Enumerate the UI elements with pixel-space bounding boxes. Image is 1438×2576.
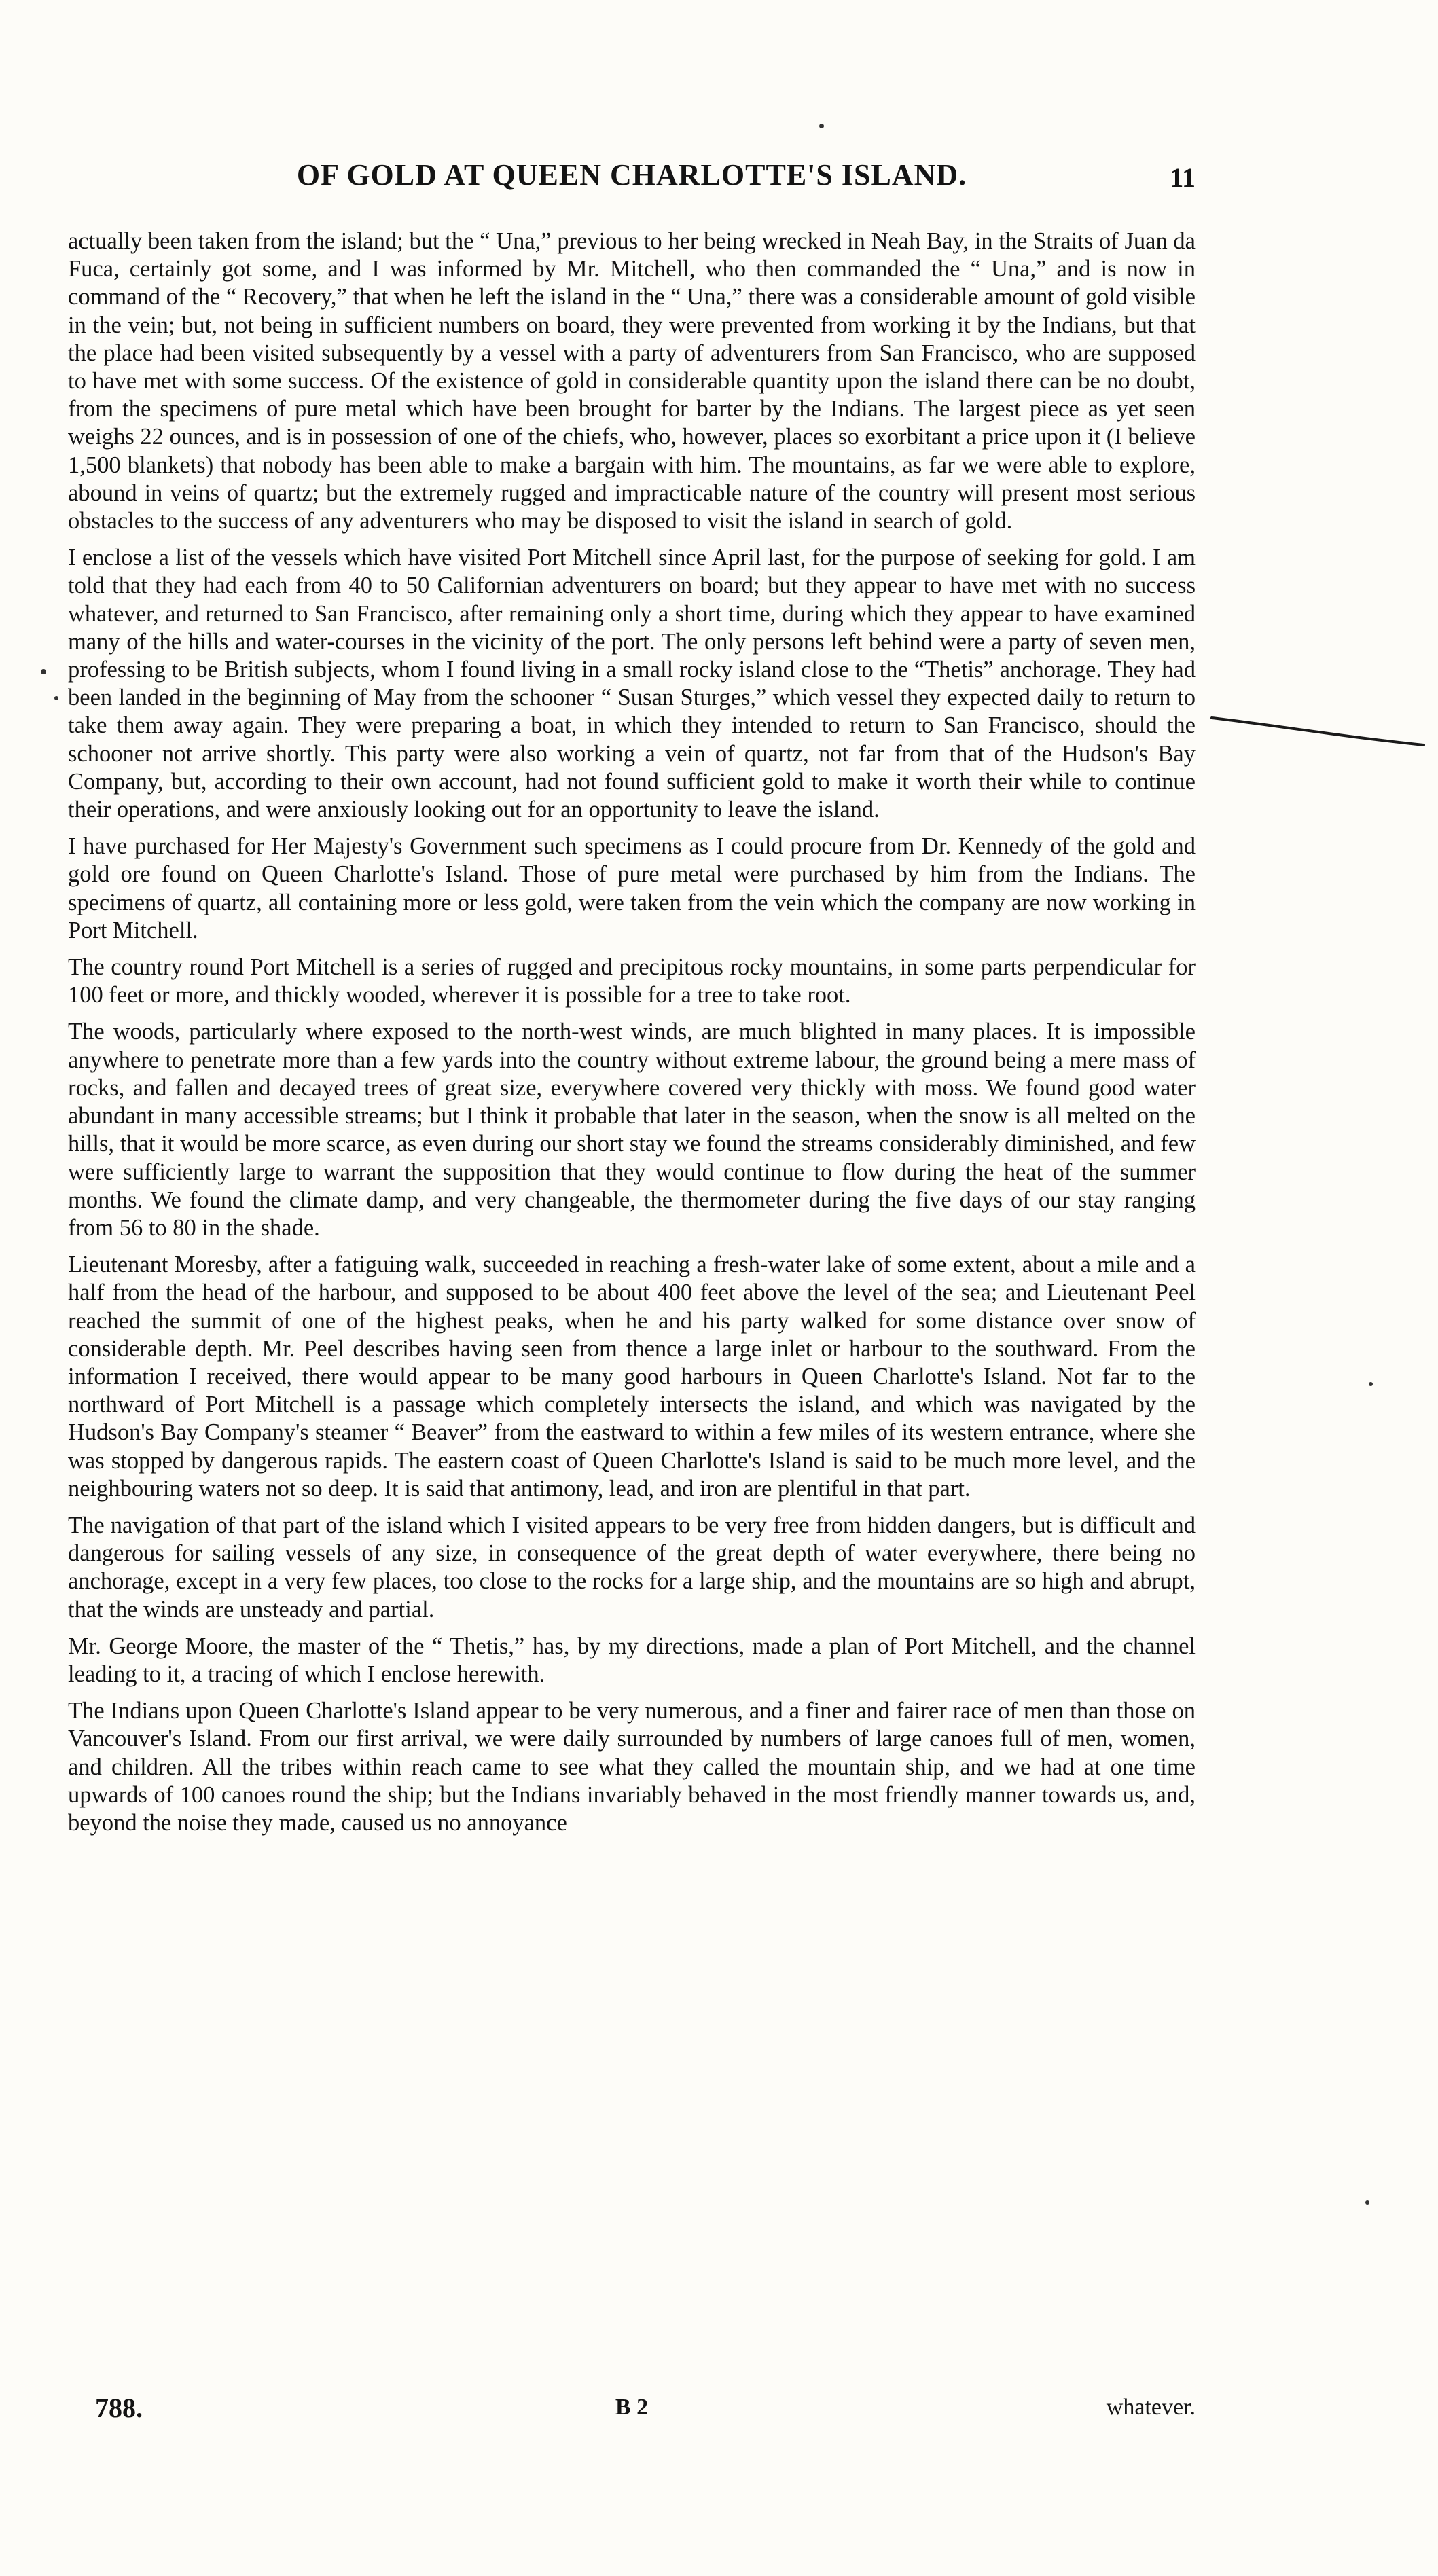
paragraph-1: actually been taken from the island; but the “ Una,” previous to her being wrecked in Neah Bay, in the Straits of Juan da Fuca, certainly got some, and I was informed by Mr. Mitchell, who then commanded the “ Una,” and is now in command of the “ Recovery,” that when he left the island in the “ Una,” there was a considerable amount of gold visible in the vein; but, not being in sufficient numbers on board, they were prevented from working it by the Indians, but that the place had been visited subsequently by a vessel with a party of adventurers from San Francisco, who are supposed to have met with some success. Of the existence of gold in considerable quantity upon the island there can be no doubt, from the specimens of pure metal which have been brought for barter by the Indians. The largest piece as yet seen weighs 22 ounces, and is in possession of one of the chiefs, who, however, places so exorbitant a price upon it (I believe 1,500 blankets) that nobody has been able to make a bargain with him. The mountains, as far we were able to explore, abound in veins of quartz; but the extremely rugged and impracticable nature of the country will present most serious obstacles to the success of any adventurers who may be disposed to visit the island in search of gold. <box>68 228 1196 534</box>
running-title: OF GOLD AT QUEEN CHARLOTTE'S ISLAND. <box>296 158 967 192</box>
sheet-number: 788. <box>95 2393 143 2423</box>
ink-speck <box>1365 2200 1369 2205</box>
paragraph-9: The Indians upon Queen Charlotte's Island appear to be very numerous, and a finer and fairer race of men than those on Vancouver's Island. From our first arrival, we were daily surrounded by numbers of large canoes full of men, women, and children. All the tribes within reach came to see what they called the mountain ship, and we had at one time upwards of 100 canoes round the ship; but the Indians invariably behaved in the most friendly manner towards us, and, beyond the noise they made, caused us no annoyance <box>68 1698 1196 1836</box>
page-footer <box>68 2392 1196 2426</box>
margin-pen-stroke <box>1209 710 1426 750</box>
catchword: whatever. <box>1106 2395 1196 2420</box>
page-number: 11 <box>1170 162 1196 193</box>
body-text <box>68 228 1196 1846</box>
ink-speck <box>819 124 824 128</box>
paragraph-7: The navigation of that part of the island which I visited appears to be very free from hidden dangers, but is difficult and dangerous for sailing vessels of any size, in consequence of the great depth of water everywhere, there being no anchorage, except in a very few places, too close to the rocks for a large ship, and the mountains are so high and abrupt, that the winds are unsteady and partial. <box>68 1512 1196 1622</box>
paragraph-2: I enclose a list of the vessels which have visited Port Mitchell since April last, for the purpose of seeking for gold. I am told that they had each from 40 to 50 Californian adventurers on board; but they appear to have met with no success whatever, and returned to San Francisco, after remaining only a short time, during which they appear to have examined many of the hills and water-courses in the vicinity of the port. The only persons left behind were a party of seven men, professing to be British subjects, whom I found living in a small rocky island close to the “Thetis” anchorage. They had been landed in the beginning of May from the schooner “ Susan Sturges,” which vessel they expected daily to return to take them away again. They were preparing a boat, in which they intended to return to San Francisco, should the schooner not arrive shortly. This party were also working a vein of quartz, not far from that of the Hudson's Bay Company, but, according to their own account, had not found sufficient gold to make it worth their while to continue their operations, and were anxiously looking out for an opportunity to leave the island. <box>68 545 1196 823</box>
paragraph-4: The country round Port Mitchell is a series of rugged and precipitous rocky mountains, in some parts perpendicular for 100 feet or more, and thickly wooded, wherever it is possible for a tree to take root. <box>68 954 1196 1009</box>
page-header <box>68 158 1196 205</box>
paragraph-3: I have purchased for Her Majesty's Government such specimens as I could procure from Dr. Kennedy of the gold and gold ore found on Queen Charlotte's Island. Those of pure metal were purchased by him from the Indians. The specimens of quartz, all containing more or less gold, were taken from the vein which the company are now working in Port Mitchell. <box>68 833 1196 943</box>
signature-mark: B 2 <box>615 2395 649 2420</box>
paragraph-5: The woods, particularly where exposed to the north-west winds, are much blighted in many places. It is impossible anywhere to penetrate more than a few yards into the country without extreme labour, the ground being a mere mass of rocks, and fallen and decayed trees of great size, everywhere covered very thickly with moss. We found good water abundant in many accessible streams; but I think it probable that later in the season, when the snow is all melted on the hills, that it would be more scarce, as even during our short stay we found the streams considerably diminished, and few were sufficiently large to warrant the supposition that they would continue to flow during the heat of the summer months. We found the climate damp, and very changeable, the thermometer during the five days of our stay ranging from 56 to 80 in the shade. <box>68 1019 1196 1241</box>
ink-speck <box>41 669 46 674</box>
ink-speck <box>54 696 58 700</box>
ink-speck <box>1369 1382 1373 1386</box>
paragraph-8: Mr. George Moore, the master of the “ Thetis,” has, by my directions, made a plan of Port Mitchell, and the channel leading to it, a tracing of which I enclose herewith. <box>68 1633 1196 1687</box>
paragraph-6: Lieutenant Moresby, after a fatiguing walk, succeeded in reaching a fresh-water lake of some extent, about a mile and a half from the head of the harbour, and supposed to be about 400 feet above the level of the sea; and Lieutenant Peel reached the summit of one of the highest peaks, when he and his party walked for some distance over snow of considerable depth. Mr. Peel describes having seen from thence a large inlet or harbour to the southward. From the information I received, there would appear to be many good harbours in Queen Charlotte's Island. Not far to the northward of Port Mitchell is a passage which completely intersects the island, and which was navigated by the Hudson's Bay Company's steamer “ Beaver” from the eastward to within a few miles of its western entrance, where she was stopped by dangerous rapids. The eastern coast of Queen Charlotte's Island is said to be much more level, and the neighbouring waters not so deep. It is said that antimony, lead, and iron are plentiful in that part. <box>68 1252 1196 1502</box>
